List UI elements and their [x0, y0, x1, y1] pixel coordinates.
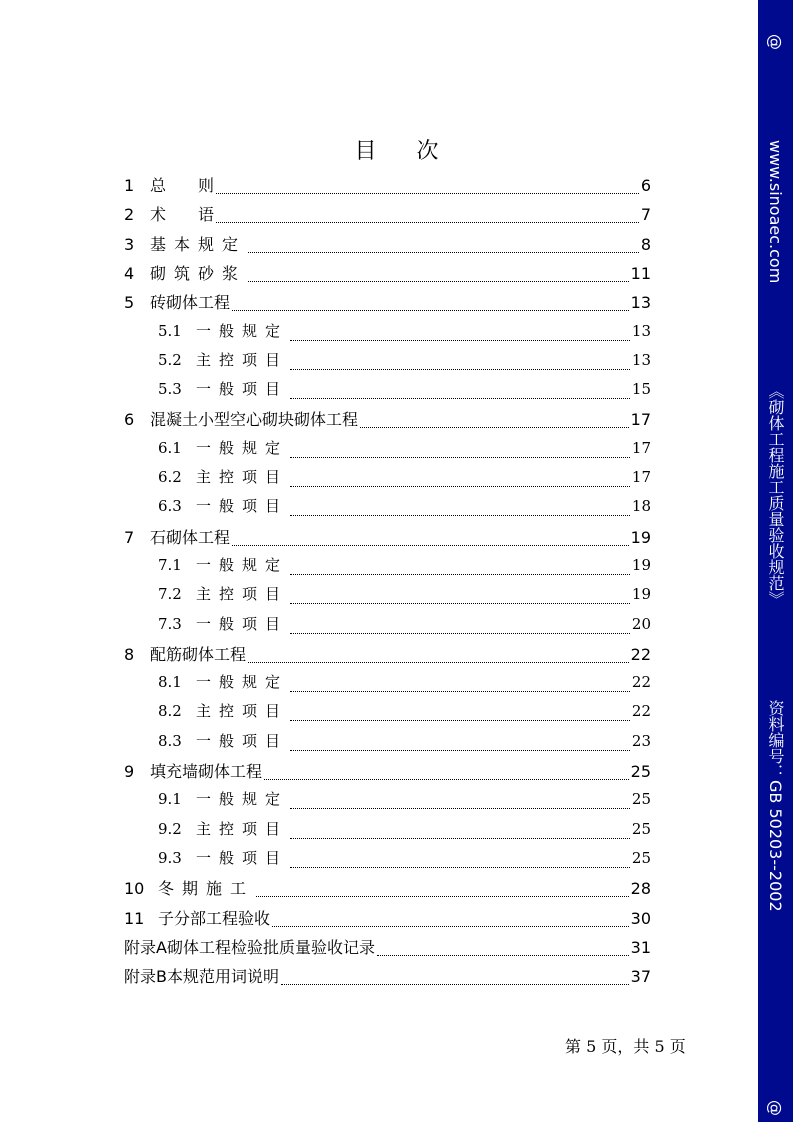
toc-entry[interactable] — [124, 407, 651, 436]
toc-page-number: 6 — [640, 176, 651, 195]
sidebar-banner — [758, 0, 793, 1122]
toc-entry[interactable] — [124, 935, 651, 964]
toc-entry-label: 主控项目 — [196, 819, 289, 838]
toc-leader-dots — [248, 662, 629, 663]
toc-entry-label: 一般项目 — [196, 848, 289, 867]
toc-entry-number: 7.3 — [158, 614, 182, 633]
toc-entry-number: 2 — [124, 205, 135, 225]
toc-entry[interactable] — [124, 232, 651, 261]
toc-entry[interactable] — [124, 261, 651, 290]
toc-page-number: 7 — [640, 205, 651, 225]
sidebar-doc-title: 《砌体工程施工质量验收规范》 — [766, 383, 785, 607]
toc-entry-label: 一般项目 — [196, 614, 289, 633]
toc-page-number: 37 — [630, 967, 651, 987]
toc-leader-dots — [290, 720, 630, 721]
toc-page-number: 13 — [630, 293, 651, 313]
toc-page-number: 19 — [631, 585, 651, 604]
toc-entry-number: 9.2 — [158, 819, 182, 838]
toc-entry-label: 主控项目 — [196, 468, 289, 486]
toc-subentry[interactable] — [124, 349, 651, 378]
page-footer: 第 5 页，共 5 页 — [565, 1037, 686, 1056]
toc-entry-number: 5.1 — [158, 321, 182, 340]
toc-entry-number: 8.2 — [158, 702, 182, 721]
sidebar-at-top: @ — [766, 34, 785, 50]
toc-leader-dots — [290, 398, 630, 399]
toc-entry-label: 冬期施工 — [158, 879, 255, 899]
sidebar-doc-id: 资料编号：GB 50203--2002 — [766, 700, 785, 912]
toc-entry-label: 混凝土小型空心砌块砌体工程 — [150, 410, 359, 430]
toc-entry-label: 一般项目 — [196, 731, 289, 750]
toc-entry-label: 配筋砌体工程 — [150, 644, 247, 664]
toc-subentry[interactable] — [124, 788, 651, 817]
toc-entry-label: 主控项目 — [196, 702, 289, 721]
toc-subentry[interactable] — [124, 320, 651, 349]
toc-leader-dots — [377, 955, 629, 956]
toc-subentry[interactable] — [124, 671, 651, 700]
toc-entry[interactable] — [124, 964, 651, 993]
toc-title-right: 次 — [416, 139, 439, 164]
toc-entry-number: 7.1 — [158, 555, 182, 574]
toc-page-number: 15 — [631, 380, 651, 399]
toc-entry-number: 1 — [124, 176, 135, 195]
toc-entry-number: 9.1 — [158, 790, 182, 809]
toc-entry-number: 6 — [124, 410, 135, 430]
sidebar-at-bottom: @ — [766, 1100, 785, 1116]
toc-entry-number: 7.2 — [158, 585, 182, 604]
toc-entry-number: 5 — [124, 293, 135, 313]
toc-entry-number: 9.3 — [158, 848, 182, 867]
toc-leader-dots — [232, 310, 629, 311]
toc-leader-dots — [256, 896, 629, 897]
toc-subentry[interactable] — [124, 613, 651, 642]
toc-entry[interactable] — [124, 906, 651, 935]
sidebar-website: www.sinoaec.com — [766, 140, 785, 284]
toc-entry-label: 一般规定 — [196, 321, 289, 340]
toc-page-number: 19 — [631, 555, 651, 574]
toc-page-number: 28 — [630, 879, 651, 899]
toc-entry-number: 4 — [124, 263, 135, 283]
toc-entry[interactable] — [124, 876, 651, 905]
toc-page-number: 8 — [640, 234, 651, 254]
toc-page-number: 13 — [631, 350, 651, 369]
toc-entry-label: 砖砌体工程 — [150, 293, 231, 313]
toc-entry-label: 一般项目 — [196, 380, 289, 399]
toc-leader-dots — [290, 574, 630, 575]
toc-entry[interactable] — [124, 759, 651, 788]
toc-leader-dots — [290, 691, 630, 692]
toc-page-number: 22 — [630, 644, 651, 664]
toc-page-number: 31 — [630, 937, 651, 957]
toc-entry-number: 6.1 — [158, 438, 182, 457]
toc-entry-number: 附录A — [124, 937, 167, 957]
toc-entry-label: 一般规定 — [196, 555, 289, 574]
toc-subentry[interactable] — [124, 466, 651, 495]
toc-leader-dots — [290, 515, 630, 516]
toc-entry-number: 7 — [124, 527, 135, 547]
toc-page-number: 13 — [631, 321, 651, 340]
toc-leader-dots — [248, 281, 629, 282]
toc-leader-dots — [290, 457, 630, 458]
toc-entry-label: 石砌体工程 — [150, 527, 231, 547]
toc-page-number: 18 — [631, 497, 651, 516]
toc-entry-number: 9 — [124, 762, 135, 781]
toc-entry-number: 8.3 — [158, 731, 182, 750]
toc-entry-number: 11 — [124, 908, 145, 928]
toc-subentry[interactable] — [124, 495, 651, 524]
toc-entry-label: 术 语 — [150, 205, 215, 225]
toc-page-number: 25 — [631, 790, 651, 809]
toc-leader-dots — [264, 779, 629, 780]
toc-entry-label: 砌筑砂浆 — [150, 263, 247, 283]
toc-page-number: 25 — [631, 848, 651, 867]
toc-leader-dots — [290, 838, 630, 839]
toc-entry-label: 一般规定 — [196, 790, 289, 809]
toc-leader-dots — [290, 369, 630, 370]
toc-leader-dots — [290, 808, 630, 809]
toc-entry-number: 6.2 — [158, 468, 182, 486]
toc-page-number: 23 — [631, 731, 651, 750]
toc-page-number: 25 — [631, 819, 651, 838]
toc-entry-number: 3 — [124, 234, 135, 254]
toc-leader-dots — [290, 603, 630, 604]
toc-page-number: 17 — [631, 468, 651, 486]
toc-leader-dots — [216, 222, 639, 223]
toc-subentry[interactable] — [124, 554, 651, 583]
toc-entry-label: 填充墙砌体工程 — [150, 762, 263, 781]
toc-entry-number: 附录B — [124, 967, 167, 987]
toc-entry-label: 本规范用词说明 — [166, 967, 279, 987]
toc-title-left: 目 — [354, 139, 377, 164]
toc-entry-number: 5.2 — [158, 350, 182, 369]
toc-entry-label: 主控项目 — [196, 585, 289, 604]
toc-entry-number: 6.3 — [158, 497, 182, 516]
toc-page-number: 22 — [631, 673, 651, 692]
toc-leader-dots — [248, 252, 639, 253]
toc-page-number: 19 — [630, 527, 651, 547]
toc-leader-dots — [290, 340, 630, 341]
toc-title — [0, 134, 793, 165]
toc-entry[interactable] — [124, 173, 651, 202]
toc-subentry[interactable] — [124, 583, 651, 612]
toc-subentry[interactable] — [124, 437, 651, 466]
toc-leader-dots — [290, 633, 630, 634]
toc-entry[interactable] — [124, 525, 651, 554]
toc-entry-label: 一般规定 — [196, 673, 289, 692]
toc-entry[interactable] — [124, 202, 651, 231]
toc-page-number: 17 — [631, 438, 651, 457]
toc-entry[interactable] — [124, 642, 651, 671]
toc-leader-dots — [290, 867, 630, 868]
toc-subentry[interactable] — [124, 730, 651, 759]
toc-leader-dots — [281, 984, 629, 985]
toc-leader-dots — [232, 545, 629, 546]
toc-subentry[interactable] — [124, 847, 651, 876]
toc-entry-label: 砌体工程检验批质量验收记录 — [166, 937, 375, 957]
toc-entry-label: 主控项目 — [196, 350, 289, 369]
toc-entry-label: 一般项目 — [196, 497, 289, 516]
toc-leader-dots — [272, 926, 629, 927]
toc-page-number: 20 — [631, 614, 651, 633]
toc-leader-dots — [216, 193, 639, 194]
toc-entry-label: 一般规定 — [196, 438, 289, 457]
toc-subentry[interactable] — [124, 818, 651, 847]
toc-page-number: 17 — [630, 410, 651, 430]
toc-entry-number: 5.3 — [158, 380, 182, 399]
toc-entry-number: 10 — [124, 879, 145, 899]
toc-page-number: 25 — [630, 762, 651, 781]
toc-entry-number: 8.1 — [158, 673, 182, 692]
toc-leader-dots — [290, 486, 630, 487]
toc-entry-label: 总 则 — [150, 176, 215, 195]
toc-entry-label: 子分部工程验收 — [158, 908, 271, 928]
toc-entry[interactable] — [124, 290, 651, 319]
toc-subentry[interactable] — [124, 378, 651, 407]
toc-subentry[interactable] — [124, 700, 651, 729]
toc-page-number: 22 — [631, 702, 651, 721]
toc-leader-dots — [290, 750, 630, 751]
toc-page-number: 11 — [630, 263, 651, 283]
toc-page-number: 30 — [630, 908, 651, 928]
toc-entry-number: 8 — [124, 644, 135, 664]
toc-entry-label: 基本规定 — [150, 234, 247, 254]
toc-leader-dots — [360, 427, 629, 428]
